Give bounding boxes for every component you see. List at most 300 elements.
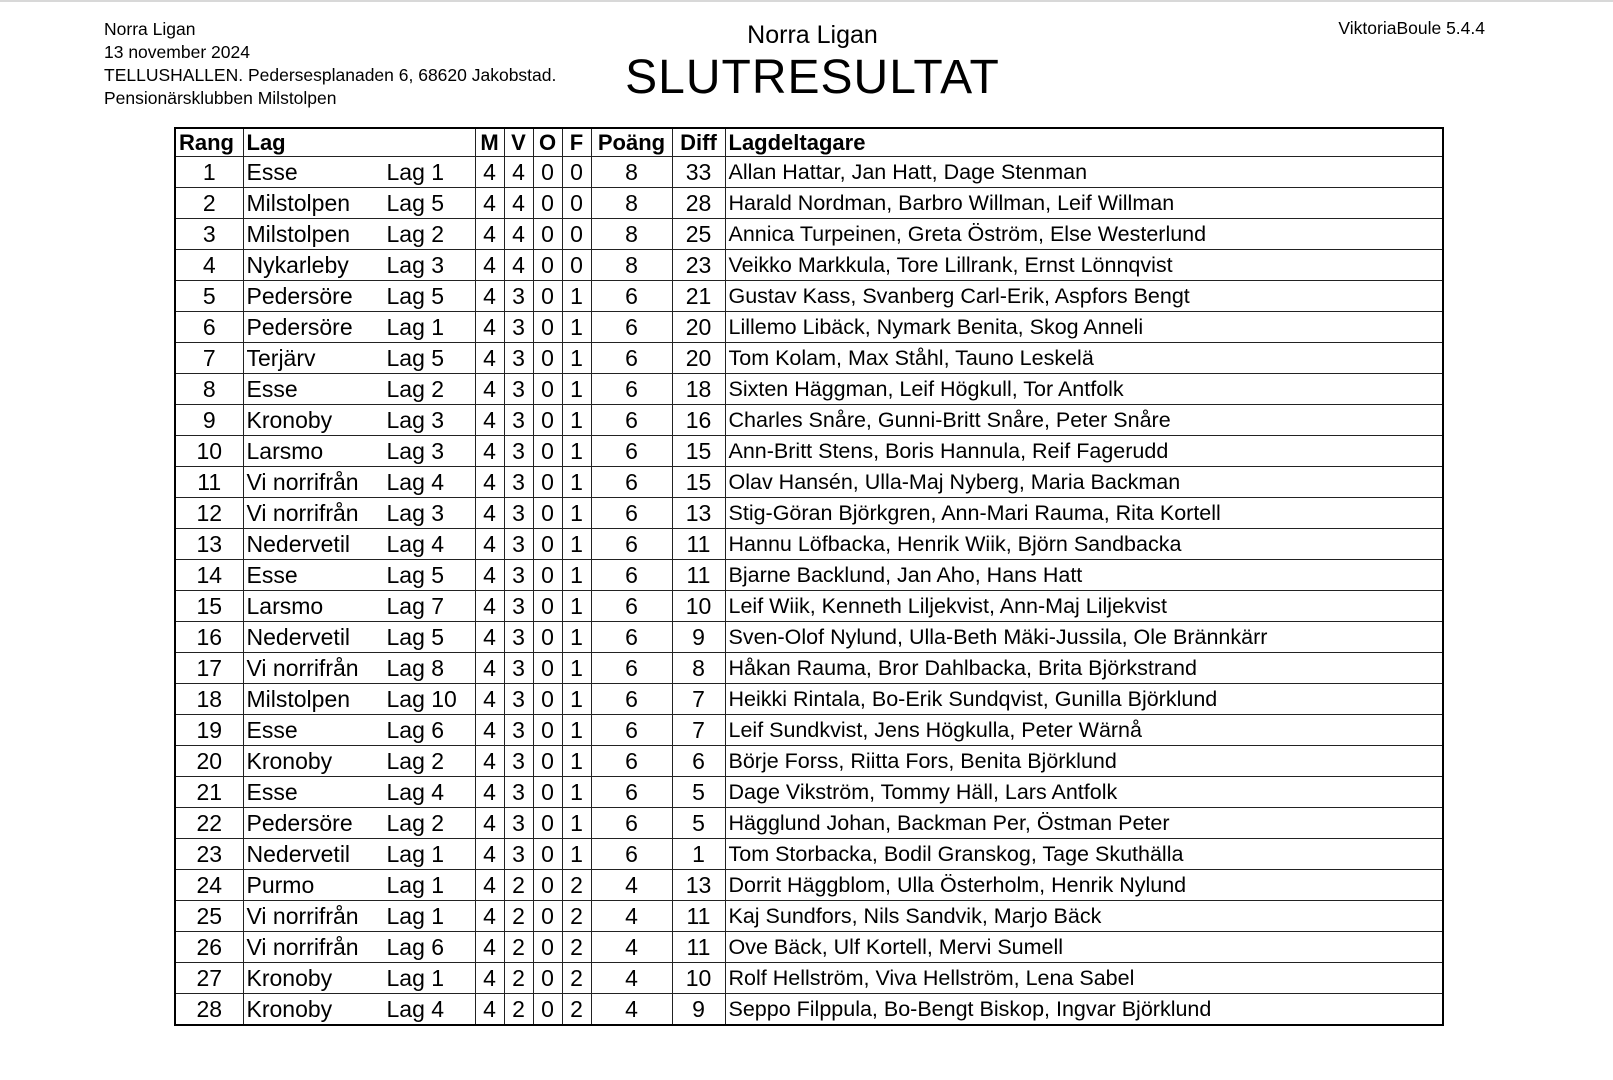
table-row xyxy=(175,715,1443,746)
cell-diff: 10 xyxy=(672,963,725,994)
header-diff: Diff xyxy=(672,128,725,157)
cell-lagdeltagare: Hägglund Johan, Backman Per, Östman Peter xyxy=(725,808,1443,839)
table-row xyxy=(175,498,1443,529)
cell-rang: 17 xyxy=(175,653,243,684)
cell-rang: 26 xyxy=(175,932,243,963)
document-subtitle: Norra Ligan xyxy=(747,21,878,49)
table-row xyxy=(175,343,1443,374)
table-row xyxy=(175,219,1443,250)
cell-lagdeltagare: Seppo Filppula, Bo-Bengt Biskop, Ingvar Björklund xyxy=(725,994,1443,1026)
cell-rang: 22 xyxy=(175,808,243,839)
cell-vinster: 3 xyxy=(504,529,533,560)
cell-rang: 9 xyxy=(175,405,243,436)
team-number: Lag 5 xyxy=(386,283,445,309)
cell-oavgjort: 0 xyxy=(533,715,562,746)
team-club: Kronoby xyxy=(246,748,333,774)
cell-vinster: 3 xyxy=(504,467,533,498)
cell-forluster: 2 xyxy=(562,870,591,901)
cell-poang: 8 xyxy=(591,188,672,219)
cell-diff: 13 xyxy=(672,498,725,529)
team-number: Lag 5 xyxy=(386,190,445,216)
team-number: Lag 7 xyxy=(386,593,445,619)
cell-vinster: 3 xyxy=(504,312,533,343)
cell-oavgjort: 0 xyxy=(533,374,562,405)
cell-oavgjort: 0 xyxy=(533,963,562,994)
cell-oavgjort: 0 xyxy=(533,777,562,808)
table-row xyxy=(175,870,1443,901)
cell-vinster: 3 xyxy=(504,374,533,405)
cell-forluster: 1 xyxy=(562,808,591,839)
team-club: Pedersöre xyxy=(246,314,353,340)
cell-poang: 4 xyxy=(591,994,672,1026)
cell-diff: 9 xyxy=(672,622,725,653)
cell-lagdeltagare: Hannu Löfbacka, Henrik Wiik, Björn Sandbacka xyxy=(725,529,1443,560)
cell-forluster: 1 xyxy=(562,405,591,436)
cell-oavgjort: 0 xyxy=(533,467,562,498)
team-club: Vi norrifrån xyxy=(246,934,359,960)
team-club: Milstolpen xyxy=(246,221,351,247)
cell-oavgjort: 0 xyxy=(533,219,562,250)
table-row xyxy=(175,529,1443,560)
table-row xyxy=(175,901,1443,932)
cell-diff: 18 xyxy=(672,374,725,405)
cell-diff: 6 xyxy=(672,746,725,777)
cell-diff: 16 xyxy=(672,405,725,436)
cell-matcher: 4 xyxy=(475,994,504,1026)
cell-matcher: 4 xyxy=(475,498,504,529)
cell-diff: 33 xyxy=(672,157,725,188)
cell-lagdeltagare: Ann-Britt Stens, Boris Hannula, Reif Fagerudd xyxy=(725,436,1443,467)
team-club: Nedervetil xyxy=(246,841,351,867)
cell-diff: 20 xyxy=(672,312,725,343)
cell-lag xyxy=(243,684,475,715)
table-row xyxy=(175,808,1443,839)
team-number: Lag 4 xyxy=(386,469,445,495)
cell-rang: 7 xyxy=(175,343,243,374)
cell-matcher: 4 xyxy=(475,250,504,281)
cell-oavgjort: 0 xyxy=(533,653,562,684)
table-row xyxy=(175,405,1443,436)
team-club: Nedervetil xyxy=(246,531,351,557)
cell-oavgjort: 0 xyxy=(533,746,562,777)
cell-rang: 6 xyxy=(175,312,243,343)
cell-vinster: 2 xyxy=(504,963,533,994)
team-number: Lag 3 xyxy=(386,252,445,278)
cell-rang: 8 xyxy=(175,374,243,405)
team-number: Lag 1 xyxy=(386,159,445,185)
cell-forluster: 1 xyxy=(562,560,591,591)
cell-forluster: 1 xyxy=(562,436,591,467)
table-row xyxy=(175,684,1443,715)
team-number: Lag 3 xyxy=(386,438,445,464)
team-number: Lag 5 xyxy=(386,624,445,650)
team-number: Lag 3 xyxy=(386,500,445,526)
table-row xyxy=(175,157,1443,188)
team-club: Larsmo xyxy=(246,593,324,619)
cell-lagdeltagare: Allan Hattar, Jan Hatt, Dage Stenman xyxy=(725,157,1443,188)
header-f: F xyxy=(562,128,591,157)
cell-matcher: 4 xyxy=(475,188,504,219)
cell-diff: 11 xyxy=(672,560,725,591)
table-row xyxy=(175,591,1443,622)
team-number: Lag 4 xyxy=(386,779,445,805)
cell-lag xyxy=(243,591,475,622)
cell-rang: 21 xyxy=(175,777,243,808)
table-row xyxy=(175,653,1443,684)
cell-vinster: 3 xyxy=(504,560,533,591)
cell-rang: 24 xyxy=(175,870,243,901)
cell-vinster: 3 xyxy=(504,684,533,715)
cell-lag xyxy=(243,560,475,591)
cell-poang: 6 xyxy=(591,312,672,343)
cell-rang: 23 xyxy=(175,839,243,870)
cell-oavgjort: 0 xyxy=(533,436,562,467)
cell-matcher: 4 xyxy=(475,343,504,374)
cell-vinster: 3 xyxy=(504,343,533,374)
cell-lagdeltagare: Charles Snåre, Gunni-Britt Snåre, Peter Snåre xyxy=(725,405,1443,436)
team-club: Vi norrifrån xyxy=(246,903,359,929)
cell-matcher: 4 xyxy=(475,932,504,963)
cell-oavgjort: 0 xyxy=(533,622,562,653)
cell-lagdeltagare: Heikki Rintala, Bo-Erik Sundqvist, Gunilla Björklund xyxy=(725,684,1443,715)
cell-matcher: 4 xyxy=(475,839,504,870)
team-club: Nykarleby xyxy=(246,252,349,278)
cell-vinster: 4 xyxy=(504,188,533,219)
cell-forluster: 0 xyxy=(562,188,591,219)
cell-matcher: 4 xyxy=(475,622,504,653)
team-club: Purmo xyxy=(246,872,315,898)
cell-vinster: 3 xyxy=(504,281,533,312)
cell-lagdeltagare: Sixten Häggman, Leif Högkull, Tor Antfolk xyxy=(725,374,1443,405)
cell-rang: 28 xyxy=(175,994,243,1026)
cell-oavgjort: 0 xyxy=(533,250,562,281)
cell-lag xyxy=(243,653,475,684)
cell-forluster: 1 xyxy=(562,746,591,777)
cell-oavgjort: 0 xyxy=(533,157,562,188)
cell-diff: 11 xyxy=(672,932,725,963)
cell-oavgjort: 0 xyxy=(533,529,562,560)
cell-matcher: 4 xyxy=(475,684,504,715)
cell-lag xyxy=(243,839,475,870)
cell-vinster: 3 xyxy=(504,839,533,870)
cell-diff: 5 xyxy=(672,777,725,808)
cell-matcher: 4 xyxy=(475,436,504,467)
document-heading xyxy=(610,20,1015,106)
cell-forluster: 2 xyxy=(562,901,591,932)
cell-rang: 27 xyxy=(175,963,243,994)
cell-vinster: 3 xyxy=(504,622,533,653)
cell-matcher: 4 xyxy=(475,281,504,312)
cell-lag xyxy=(243,777,475,808)
cell-lagdeltagare: Dage Vikström, Tommy Häll, Lars Antfolk xyxy=(725,777,1443,808)
table-row xyxy=(175,250,1443,281)
cell-poang: 4 xyxy=(591,901,672,932)
team-club: Esse xyxy=(246,717,298,743)
team-club: Kronoby xyxy=(246,965,333,991)
cell-diff: 11 xyxy=(672,529,725,560)
cell-oavgjort: 0 xyxy=(533,932,562,963)
cell-poang: 6 xyxy=(591,622,672,653)
team-club: Pedersöre xyxy=(246,283,353,309)
cell-poang: 8 xyxy=(591,157,672,188)
table-row xyxy=(175,560,1443,591)
event-venue: TELLUSHALLEN. Pedersesplanaden 6, 68620 Jakobstad. xyxy=(104,65,557,85)
cell-vinster: 3 xyxy=(504,436,533,467)
cell-lag xyxy=(243,963,475,994)
cell-poang: 6 xyxy=(591,498,672,529)
cell-diff: 8 xyxy=(672,653,725,684)
cell-matcher: 4 xyxy=(475,591,504,622)
cell-poang: 8 xyxy=(591,219,672,250)
cell-lag xyxy=(243,250,475,281)
cell-diff: 10 xyxy=(672,591,725,622)
cell-lagdeltagare: Leif Sundkvist, Jens Högkulla, Peter Wärnå xyxy=(725,715,1443,746)
cell-lag xyxy=(243,715,475,746)
event-info xyxy=(104,18,556,110)
cell-diff: 7 xyxy=(672,684,725,715)
cell-matcher: 4 xyxy=(475,374,504,405)
cell-vinster: 2 xyxy=(504,932,533,963)
cell-vinster: 2 xyxy=(504,994,533,1026)
table-header-row xyxy=(175,128,1443,157)
cell-forluster: 1 xyxy=(562,374,591,405)
header-rang: Rang xyxy=(175,128,243,157)
team-number: Lag 8 xyxy=(386,655,445,681)
cell-rang: 15 xyxy=(175,591,243,622)
cell-matcher: 4 xyxy=(475,870,504,901)
cell-vinster: 3 xyxy=(504,808,533,839)
cell-poang: 4 xyxy=(591,963,672,994)
cell-lag xyxy=(243,808,475,839)
cell-poang: 6 xyxy=(591,436,672,467)
cell-oavgjort: 0 xyxy=(533,994,562,1026)
team-club: Pedersöre xyxy=(246,810,353,836)
cell-lag xyxy=(243,343,475,374)
cell-lag xyxy=(243,622,475,653)
team-club: Milstolpen xyxy=(246,686,351,712)
cell-oavgjort: 0 xyxy=(533,591,562,622)
cell-rang: 16 xyxy=(175,622,243,653)
team-number: Lag 1 xyxy=(386,965,445,991)
cell-rang: 19 xyxy=(175,715,243,746)
table-row xyxy=(175,777,1443,808)
team-club: Kronoby xyxy=(246,407,333,433)
team-club: Vi norrifrån xyxy=(246,469,359,495)
cell-forluster: 1 xyxy=(562,498,591,529)
document-title: SLUTRESULTAT xyxy=(625,51,1000,104)
cell-lag xyxy=(243,529,475,560)
table-row xyxy=(175,312,1443,343)
cell-lagdeltagare: Bjarne Backlund, Jan Aho, Hans Hatt xyxy=(725,560,1443,591)
cell-forluster: 0 xyxy=(562,219,591,250)
page-top-border xyxy=(0,0,1613,2)
cell-rang: 3 xyxy=(175,219,243,250)
cell-lagdeltagare: Harald Nordman, Barbro Willman, Leif Willman xyxy=(725,188,1443,219)
table-row xyxy=(175,467,1443,498)
cell-poang: 6 xyxy=(591,343,672,374)
cell-poang: 6 xyxy=(591,777,672,808)
cell-matcher: 4 xyxy=(475,777,504,808)
cell-rang: 11 xyxy=(175,467,243,498)
cell-lagdeltagare: Veikko Markkula, Tore Lillrank, Ernst Lönnqvist xyxy=(725,250,1443,281)
cell-vinster: 4 xyxy=(504,157,533,188)
cell-rang: 12 xyxy=(175,498,243,529)
cell-oavgjort: 0 xyxy=(533,498,562,529)
cell-diff: 25 xyxy=(672,219,725,250)
cell-lagdeltagare: Rolf Hellström, Viva Hellström, Lena Sabel xyxy=(725,963,1443,994)
cell-poang: 6 xyxy=(591,808,672,839)
table-row xyxy=(175,188,1443,219)
team-club: Esse xyxy=(246,779,298,805)
cell-matcher: 4 xyxy=(475,808,504,839)
event-organizer: Pensionärsklubben Milstolpen xyxy=(104,88,337,108)
cell-vinster: 3 xyxy=(504,591,533,622)
cell-vinster: 3 xyxy=(504,405,533,436)
cell-vinster: 3 xyxy=(504,746,533,777)
cell-poang: 6 xyxy=(591,715,672,746)
cell-lag xyxy=(243,219,475,250)
cell-lagdeltagare: Gustav Kass, Svanberg Carl-Erik, Aspfors Bengt xyxy=(725,281,1443,312)
cell-forluster: 1 xyxy=(562,622,591,653)
cell-matcher: 4 xyxy=(475,467,504,498)
cell-forluster: 1 xyxy=(562,529,591,560)
cell-diff: 15 xyxy=(672,436,725,467)
table-row xyxy=(175,839,1443,870)
table-row xyxy=(175,932,1443,963)
cell-rang: 18 xyxy=(175,684,243,715)
team-number: Lag 3 xyxy=(386,407,445,433)
cell-rang: 2 xyxy=(175,188,243,219)
cell-rang: 10 xyxy=(175,436,243,467)
team-number: Lag 5 xyxy=(386,345,445,371)
cell-lag xyxy=(243,870,475,901)
cell-oavgjort: 0 xyxy=(533,839,562,870)
team-club: Esse xyxy=(246,159,298,185)
cell-lagdeltagare: Börje Forss, Riitta Fors, Benita Björklund xyxy=(725,746,1443,777)
cell-rang: 25 xyxy=(175,901,243,932)
team-number: Lag 10 xyxy=(386,686,457,712)
header-o: O xyxy=(533,128,562,157)
cell-lag xyxy=(243,436,475,467)
team-club: Milstolpen xyxy=(246,190,351,216)
team-number: Lag 5 xyxy=(386,562,445,588)
cell-matcher: 4 xyxy=(475,312,504,343)
cell-vinster: 4 xyxy=(504,219,533,250)
cell-matcher: 4 xyxy=(475,653,504,684)
cell-matcher: 4 xyxy=(475,529,504,560)
cell-lagdeltagare: Tom Storbacka, Bodil Granskog, Tage Skuthälla xyxy=(725,839,1443,870)
team-number: Lag 1 xyxy=(386,841,445,867)
cell-lag xyxy=(243,374,475,405)
cell-vinster: 3 xyxy=(504,715,533,746)
cell-lagdeltagare: Sven-Olof Nylund, Ulla-Beth Mäki-Jussila, Ole Brännkärr xyxy=(725,622,1443,653)
cell-poang: 6 xyxy=(591,281,672,312)
cell-diff: 13 xyxy=(672,870,725,901)
cell-lag xyxy=(243,901,475,932)
cell-lagdeltagare: Håkan Rauma, Bror Dahlbacka, Brita Björkstrand xyxy=(725,653,1443,684)
cell-oavgjort: 0 xyxy=(533,808,562,839)
cell-forluster: 0 xyxy=(562,250,591,281)
cell-lag xyxy=(243,932,475,963)
cell-lag xyxy=(243,746,475,777)
table-row xyxy=(175,622,1443,653)
cell-lagdeltagare: Olav Hansén, Ulla-Maj Nyberg, Maria Backman xyxy=(725,467,1443,498)
cell-oavgjort: 0 xyxy=(533,281,562,312)
team-club: Vi norrifrån xyxy=(246,655,359,681)
cell-forluster: 1 xyxy=(562,312,591,343)
table-row xyxy=(175,994,1443,1026)
team-number: Lag 2 xyxy=(386,748,445,774)
team-number: Lag 4 xyxy=(386,996,445,1022)
cell-vinster: 4 xyxy=(504,250,533,281)
cell-lag xyxy=(243,312,475,343)
cell-diff: 9 xyxy=(672,994,725,1026)
cell-matcher: 4 xyxy=(475,157,504,188)
cell-forluster: 0 xyxy=(562,157,591,188)
cell-diff: 5 xyxy=(672,808,725,839)
team-number: Lag 4 xyxy=(386,531,445,557)
header-m: M xyxy=(475,128,504,157)
cell-rang: 4 xyxy=(175,250,243,281)
cell-lag xyxy=(243,405,475,436)
cell-lagdeltagare: Dorrit Häggblom, Ulla Österholm, Henrik Nylund xyxy=(725,870,1443,901)
cell-vinster: 2 xyxy=(504,870,533,901)
cell-lagdeltagare: Tom Kolam, Max Ståhl, Tauno Leskelä xyxy=(725,343,1443,374)
team-number: Lag 2 xyxy=(386,376,445,402)
cell-poang: 6 xyxy=(591,684,672,715)
cell-forluster: 1 xyxy=(562,715,591,746)
team-club: Vi norrifrån xyxy=(246,500,359,526)
team-club: Larsmo xyxy=(246,438,324,464)
cell-rang: 13 xyxy=(175,529,243,560)
header-v: V xyxy=(504,128,533,157)
cell-lagdeltagare: Annica Turpeinen, Greta Öström, Else Westerlund xyxy=(725,219,1443,250)
cell-forluster: 1 xyxy=(562,839,591,870)
cell-vinster: 2 xyxy=(504,901,533,932)
cell-diff: 21 xyxy=(672,281,725,312)
cell-matcher: 4 xyxy=(475,901,504,932)
cell-poang: 6 xyxy=(591,467,672,498)
cell-lag xyxy=(243,994,475,1026)
table-row xyxy=(175,746,1443,777)
results-body xyxy=(175,157,1443,1026)
cell-matcher: 4 xyxy=(475,746,504,777)
cell-poang: 4 xyxy=(591,932,672,963)
cell-poang: 8 xyxy=(591,250,672,281)
cell-lag xyxy=(243,281,475,312)
cell-diff: 1 xyxy=(672,839,725,870)
team-number: Lag 1 xyxy=(386,314,445,340)
cell-rang: 1 xyxy=(175,157,243,188)
team-club: Kronoby xyxy=(246,996,333,1022)
event-league: Norra Ligan xyxy=(104,19,196,39)
cell-poang: 6 xyxy=(591,746,672,777)
cell-lagdeltagare: Stig-Göran Björkgren, Ann-Mari Rauma, Rita Kortell xyxy=(725,498,1443,529)
cell-poang: 6 xyxy=(591,529,672,560)
software-version: ViktoriaBoule 5.4.4 xyxy=(1338,18,1485,38)
cell-diff: 20 xyxy=(672,343,725,374)
cell-oavgjort: 0 xyxy=(533,684,562,715)
cell-matcher: 4 xyxy=(475,219,504,250)
cell-matcher: 4 xyxy=(475,405,504,436)
table-row xyxy=(175,963,1443,994)
cell-rang: 14 xyxy=(175,560,243,591)
cell-forluster: 2 xyxy=(562,994,591,1026)
cell-lagdeltagare: Lillemo Libäck, Nymark Benita, Skog Anneli xyxy=(725,312,1443,343)
team-number: Lag 1 xyxy=(386,872,445,898)
cell-poang: 4 xyxy=(591,870,672,901)
cell-oavgjort: 0 xyxy=(533,188,562,219)
